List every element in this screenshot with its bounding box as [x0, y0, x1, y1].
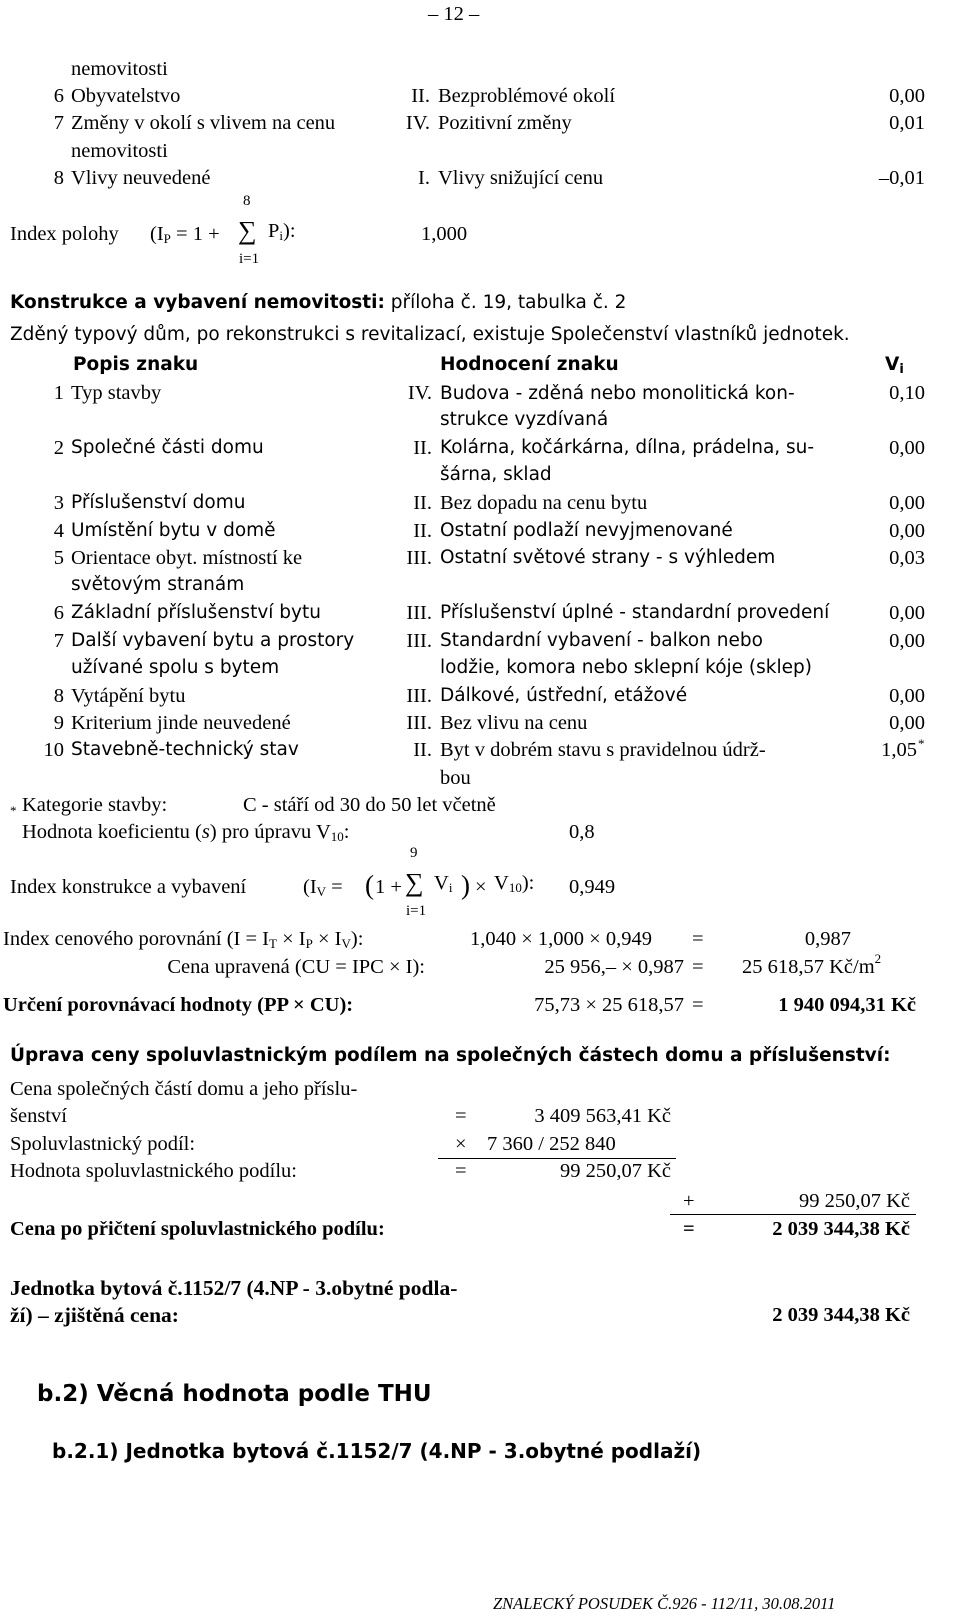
paren-close: ) [461, 870, 470, 900]
row-desc: Standardní vybavení - balkon nebo [440, 630, 763, 651]
sum-upper-limit: 8 [243, 193, 251, 209]
sum-term [434, 871, 452, 896]
formula-sub: P [163, 231, 171, 246]
row-value: 0,01 [889, 112, 925, 134]
location-row-continuation: nemovitosti [71, 58, 168, 80]
construction-index-value: 0,949 [569, 876, 616, 898]
coefficient-value: 0,8 [569, 821, 595, 843]
plus-value: 99 250,07 Kč [798, 1190, 910, 1212]
formula-head [303, 875, 343, 900]
row-desc: Pozitivní změny [438, 112, 572, 134]
row-desc: Bezproblémové okolí [438, 85, 616, 107]
section-b2-heading: b.2) Věcná hodnota podle THU [37, 1381, 432, 1407]
row-value: –0,01 [878, 167, 925, 189]
row-name: Typ stavby [71, 382, 162, 404]
row-value: 0,00 [889, 685, 925, 707]
share-label: Spoluvlastnický podíl: [10, 1133, 196, 1155]
col-v-sub: i [899, 362, 904, 377]
row-value-footnote-mark: * [918, 736, 925, 751]
row-grade: IV. [407, 382, 432, 404]
sum-lower-limit: i=1 [239, 251, 260, 267]
comparison-index-label [3, 927, 363, 952]
row-value: 0,00 [889, 437, 925, 459]
row-number: 9 [53, 712, 64, 734]
idx-iv: I [334, 928, 342, 950]
row-grade: I. [418, 167, 430, 189]
row-name: Změny v okolí s vlivem na cenu [71, 112, 336, 134]
location-index-value: 1,000 [421, 223, 468, 245]
comparison-value-calc: 75,73 × 25 618,57 [534, 994, 684, 1016]
row-number: 1 [53, 382, 64, 404]
total-label: Cena po přičtení spoluvlastnického podílu: [10, 1218, 385, 1240]
row-value: 0,03 [889, 547, 925, 569]
share-value: 7 360 / 252 840 [487, 1133, 616, 1155]
row-name: Vytápění bytu [71, 685, 186, 707]
price-result: 25 618,57 Kč/m [742, 956, 875, 978]
coef-label-b: ) pro úpravu V [209, 821, 331, 843]
f-sub: V [316, 884, 327, 899]
col-header-rating: Hodnocení znaku [440, 354, 619, 375]
share-amount-value: 99 250,07 Kč [559, 1160, 671, 1182]
row-value: 0,00 [889, 602, 925, 624]
row-desc-cont: bou [440, 767, 471, 789]
row-name: Společné části domu [71, 437, 264, 458]
category-value: C - stáří od 30 do 50 let včetně [243, 794, 496, 816]
row-grade: IV. [405, 112, 430, 134]
comparison-index-calc: 1,040 × 1,000 × 0,949 [470, 928, 652, 950]
construction-heading-ref: příloha č. 19, tabulka č. 2 [384, 292, 627, 313]
row-desc: Dálkové, ústřední, etážové [440, 685, 688, 706]
adjusted-price-eq: = [692, 956, 704, 978]
row-number: 7 [53, 112, 64, 134]
common-parts-label-cont: šenství [10, 1105, 67, 1127]
col-header-v [885, 354, 904, 376]
row-desc: Kolárna, kočárkárna, dílna, prádelna, su- [440, 437, 815, 458]
construction-index-label: Index konstrukce a vybavení [10, 876, 247, 898]
row-desc: Vlivy snižující cenu [438, 167, 604, 189]
adjustment-heading: Úprava ceny spoluvlastnickým podílem na společných částech domu a příslušenství: [10, 1045, 891, 1066]
share-amount-op: = [455, 1160, 467, 1182]
coef-label-a: Hodnota koeficientu ( [22, 821, 202, 843]
f-open: (I [303, 876, 317, 898]
share-amount-label: Hodnota spoluvlastnického podílu: [10, 1160, 297, 1182]
construction-heading [10, 292, 626, 314]
row-name: Vlivy neuvedené [71, 167, 211, 189]
common-parts-label: Cena společných částí domu a jeho příslu- [10, 1078, 358, 1100]
row-desc: Ostatní podlaží nevyjmenované [440, 520, 733, 541]
footnote-mark: * [10, 802, 17, 818]
row-name-cont: světovým stranám [71, 574, 245, 595]
total-rule [670, 1214, 916, 1215]
formula-open: (I [150, 223, 164, 245]
row-number: 4 [53, 520, 64, 542]
comparison-index-eq: = [692, 928, 704, 950]
row-number: 10 [43, 739, 64, 761]
idx-sub-v: V [341, 936, 351, 951]
v10-term [494, 871, 534, 896]
row-number: 5 [53, 547, 64, 569]
common-parts-value: 3 409 563,41 Kč [534, 1105, 671, 1127]
common-parts-op: = [455, 1105, 467, 1127]
row-desc: Budova - zděná nebo monolitická kon- [440, 383, 795, 404]
unit-result-value: 2 039 344,38 Kč [772, 1304, 910, 1326]
row-value: 0,00 [889, 85, 925, 107]
location-index-label: Index polohy [10, 223, 119, 245]
idx-a: Index cenového porovnání (I = I [3, 928, 270, 950]
row-desc-cont: strukce vyzdívaná [440, 409, 609, 430]
f-one: 1 + [375, 876, 402, 898]
construction-description: Zděný typový dům, po rekonstrukci s revitalizací, existuje Společenství vlastníků jednotek. [10, 324, 850, 345]
construction-heading-bold: Konstrukce a vybavení nemovitosti: [10, 292, 385, 313]
paren-open: ( [365, 870, 374, 900]
row-number: 6 [53, 602, 64, 624]
footer-report-id: ZNALECKÝ POSUDEK Č.926 - 112/11, 30.08.2011 [493, 1594, 836, 1613]
row-value: 0,10 [889, 382, 925, 404]
row-name-cont: nemovitosti [71, 140, 168, 162]
location-index-formula-text [150, 222, 220, 247]
row-name: Kriterium jinde neuvedené [71, 712, 291, 734]
row-value: 0,00 [889, 492, 925, 514]
term: P [268, 220, 280, 242]
plus-op: + [683, 1190, 695, 1212]
row-grade: III. [406, 712, 432, 734]
col-header-description: Popis znaku [73, 354, 199, 375]
col-v: V [885, 354, 900, 375]
row-name: Umístění bytu v domě [71, 520, 276, 541]
idx-close: ): [350, 928, 364, 950]
row-grade: III. [406, 602, 432, 624]
total-op: = [683, 1218, 695, 1240]
unit-result-line2: ží) – zjištěná cena: [10, 1303, 179, 1327]
comparison-value-label: Určení porovnávací hodnoty (PP × CU): [3, 994, 354, 1016]
sum-term [268, 219, 296, 244]
adjusted-price-label: Cena upravená (CU = IPC × I): [167, 956, 425, 978]
row-grade: II. [413, 739, 432, 761]
unit-result-line1: Jednotka bytová č.1152/7 (4.NP - 3.obytné podla- [10, 1276, 458, 1300]
row-name: Orientace obyt. místností ke [71, 547, 303, 569]
v10: V [494, 872, 509, 894]
f-close: ): [521, 872, 535, 894]
row-desc: Ostatní světové strany - s výhledem [440, 547, 776, 568]
formula-mid: = 1 + [170, 223, 220, 245]
row-number: 6 [53, 85, 64, 107]
row-desc: Bez dopadu na cenu bytu [440, 492, 648, 514]
sum-lower-limit: i=1 [406, 903, 427, 919]
row-value: 0,00 [889, 520, 925, 542]
row-name: Další vybavení bytu a prostory [71, 630, 355, 651]
total-value: 2 039 344,38 Kč [772, 1218, 910, 1240]
coef-label-c: : [343, 821, 350, 843]
comparison-value-eq: = [692, 994, 704, 1016]
sum-symbol: ∑ [405, 868, 424, 897]
row-name: Příslušenství domu [71, 492, 246, 513]
idx-sub-p: P [305, 936, 313, 951]
term-sub: i [448, 880, 453, 895]
row-name: Stavebně-technický stav [71, 739, 299, 760]
times-sign: × [475, 876, 487, 898]
row-number: 8 [53, 167, 64, 189]
coef-label-s: s [201, 821, 210, 843]
row-value: 0,00 [889, 630, 925, 652]
row-grade: II. [411, 85, 430, 107]
row-desc: Bez vlivu na cenu [440, 712, 588, 734]
row-grade: III. [406, 630, 432, 652]
row-name: Obyvatelstvo [71, 85, 181, 107]
row-desc: Byt v dobrém stavu s pravidelnou údrž- [440, 739, 766, 761]
sum-upper-limit: 9 [410, 845, 418, 861]
price-result-sup: 2 [874, 951, 882, 966]
row-name-cont: užívané spolu s bytem [71, 657, 280, 678]
row-value: 0,00 [889, 712, 925, 734]
f-mid: = [326, 876, 343, 898]
coef-label-sub: 10 [330, 829, 344, 844]
row-number: 2 [53, 437, 64, 459]
term: V [434, 872, 449, 894]
adjusted-price-result [742, 951, 882, 980]
row-grade: II. [413, 437, 432, 459]
sum-symbol: ∑ [238, 216, 257, 245]
page-number: – 12 – [428, 3, 480, 25]
v10-sub: 10 [508, 880, 522, 895]
share-op: × [455, 1133, 467, 1155]
idx-x2: × [317, 928, 330, 950]
formula-close: ): [283, 220, 296, 242]
row-desc-cont: šárna, sklad [440, 464, 552, 485]
row-value: 1,05 [881, 739, 917, 761]
term-sub: i [279, 228, 284, 243]
row-desc-cont: lodžie, komora nebo sklepní kóje (sklep) [440, 657, 812, 678]
row-number: 3 [53, 492, 64, 514]
adjusted-price-calc: 25 956,– × 0,987 [544, 956, 684, 978]
idx-x1: × [282, 928, 294, 950]
comparison-index-result: 0,987 [804, 928, 851, 950]
section-b21-heading: b.2.1) Jednotka bytová č.1152/7 (4.NP - 3.obytné podlaží) [52, 1439, 702, 1463]
comparison-value-result: 1 940 094,31 Kč [778, 994, 916, 1016]
idx-sub-t: T [269, 936, 277, 951]
row-grade: III. [406, 685, 432, 707]
idx-i: I [298, 928, 306, 950]
row-number: 7 [53, 630, 64, 652]
coefficient-label [22, 820, 349, 845]
row-grade: II. [413, 520, 432, 542]
row-grade: II. [413, 492, 432, 514]
row-desc: Příslušenství úplné - standardní provedení [440, 602, 830, 623]
row-grade: III. [406, 547, 432, 569]
row-name: Základní příslušenství bytu [71, 602, 321, 623]
row-number: 8 [53, 685, 64, 707]
category-label: Kategorie stavby: [22, 794, 168, 816]
